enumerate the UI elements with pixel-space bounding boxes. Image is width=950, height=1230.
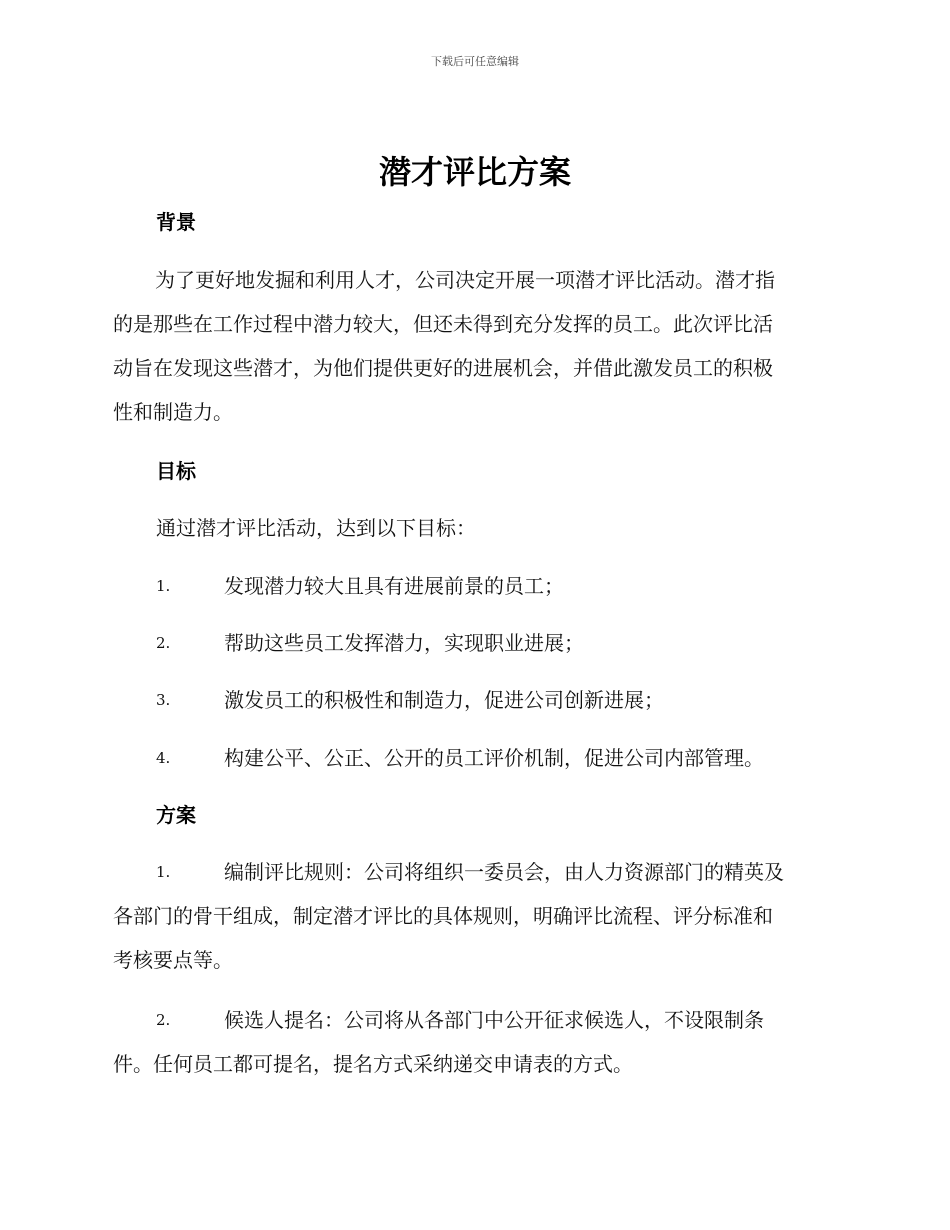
goal-item-text: 激发员工的积极性和制造力，促进公司创新进展；: [224, 688, 664, 712]
section-heading-goals: 目标: [156, 459, 196, 483]
section-heading-background: 背景: [156, 210, 196, 234]
goal-item: [156, 686, 836, 714]
goal-item: [156, 744, 836, 772]
plan-item-continuation: 考核要点等。: [113, 948, 233, 972]
goal-item-number: 1.: [156, 577, 171, 595]
goal-item-text: 构建公平、公正、公开的员工评价机制，促进公司内部管理。: [224, 746, 764, 770]
plan-item-number: 2.: [156, 1011, 171, 1029]
goal-item-text: 帮助这些员工发挥潜力，实现职业进展；: [224, 631, 584, 655]
plan-item-number: 1.: [156, 863, 171, 881]
plan-item-continuation: 件。任何员工都可提名，提名方式采纳递交申请表的方式。: [113, 1052, 633, 1076]
background-line-1: 为了更好地发掘和利用人才，公司决定开展一项潜才评比活动。潜才指: [155, 268, 775, 292]
document-title: 潜才评比方案: [378, 153, 571, 191]
goal-item-number: 3.: [156, 691, 171, 709]
plan-item-text: 候选人提名：公司将从各部门中公开征求候选人，不设限制条: [224, 1008, 764, 1032]
plan-item: [113, 998, 835, 1086]
goals-intro: 通过潜才评比活动，达到以下目标：: [156, 516, 476, 540]
background-paragraph: [113, 258, 835, 434]
background-line-2: 的是那些在工作过程中潜力较大，但还未得到充分发挥的员工。此次评比活: [113, 312, 773, 336]
plan-item-continuation: 各部门的骨干组成，制定潜才评比的具体规则，明确评比流程、评分标准和: [113, 904, 773, 928]
background-line-4: 性和制造力。: [113, 400, 233, 424]
section-heading-plan: 方案: [156, 803, 196, 827]
goal-item-number: 4.: [156, 749, 171, 767]
plan-item: [113, 850, 835, 982]
goal-item-text: 发现潜力较大且具有进展前景的员工；: [224, 574, 564, 598]
goal-item-number: 2.: [156, 634, 171, 652]
plan-item-first-line: [113, 850, 835, 894]
plan-item-text: 编制评比规则：公司将组织一委员会，由人力资源部门的精英及: [224, 860, 784, 884]
goal-item: [156, 629, 836, 657]
plan-item-first-line: [113, 998, 835, 1042]
page-header-note: 下载后可任意编辑: [431, 55, 519, 68]
background-line-3: 动旨在发现这些潜才，为他们提供更好的进展机会，并借此激发员工的积极: [113, 356, 773, 380]
goal-item: [156, 572, 836, 600]
